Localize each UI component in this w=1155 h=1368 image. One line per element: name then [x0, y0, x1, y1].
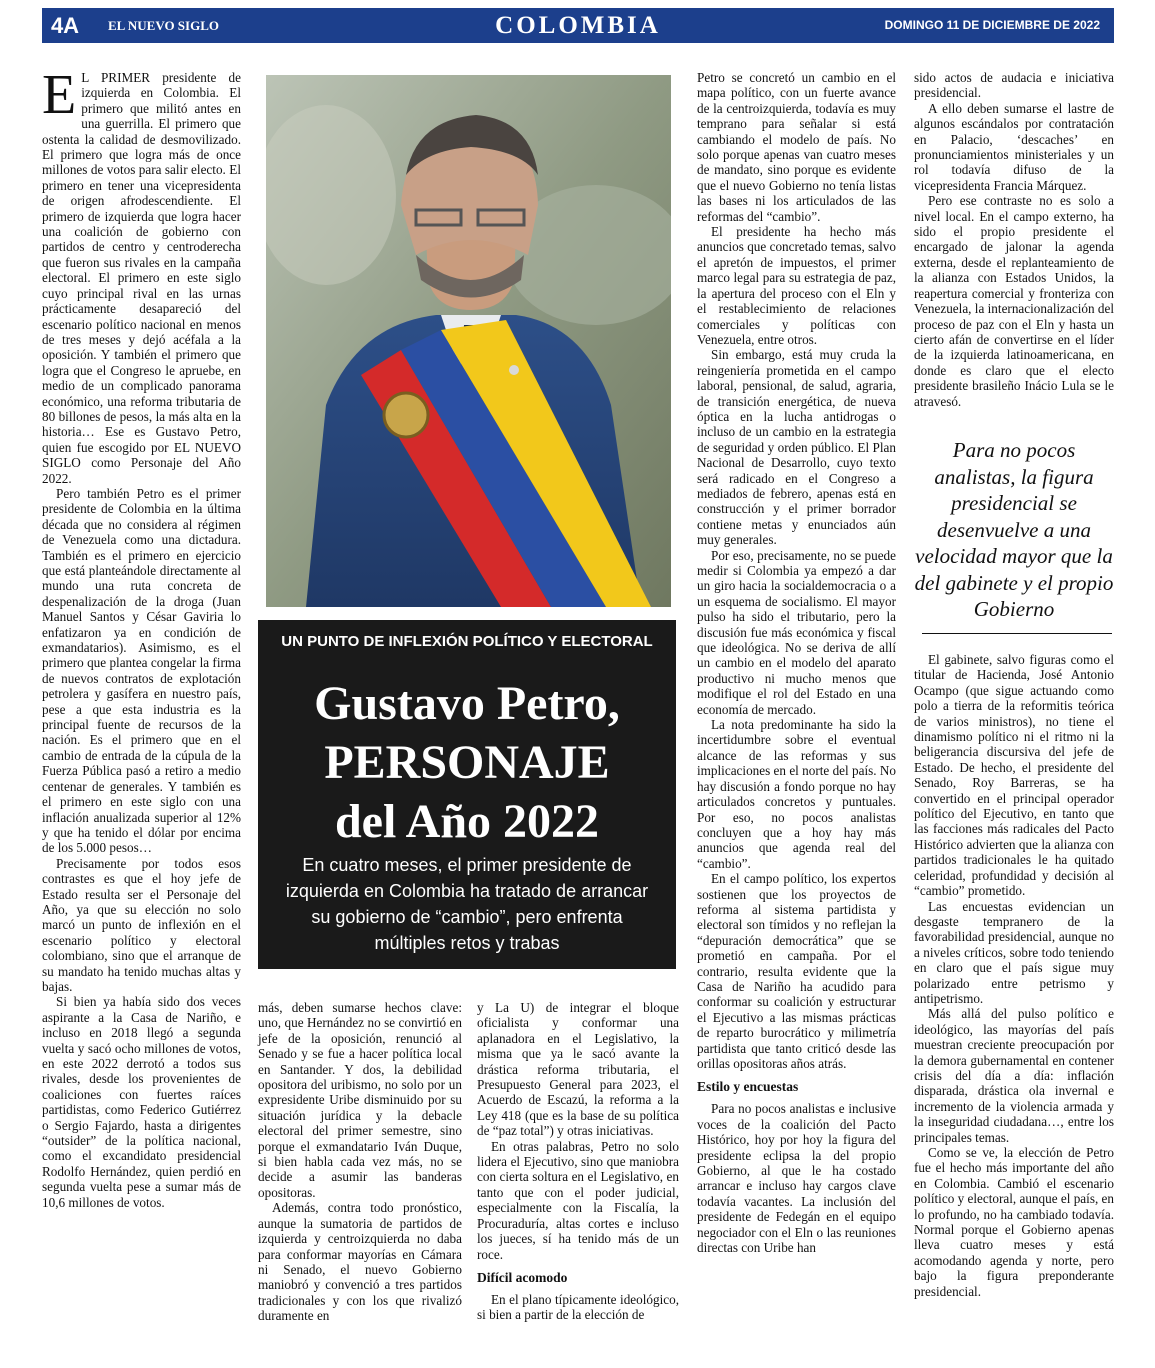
article-paragraph: A ello deben sumarse el lastre de algunos escándalos por contratación en Palacio, ‘descaches’ en pronunciamientos ministeriales y un rol todavía difuso de la vicepresidenta Francia Márquez.	[914, 100, 1114, 193]
article-paragraph: Sin embargo, está muy cruda la reingeniería prometida en el campo laboral, pensional, de salud, agraria, de transición energética, de nueva óptica en la lucha antidrogas o incluso de un cambio en la estrategia de seguridad y orden público. El Plan Nacional de Desarrollo, cuyo texto será radicado en el Congreso a mediados de febrero, apenas está en construcción y el primer borrador contiene metas y enunciados aún muy generales.	[697, 347, 896, 548]
article-column-2	[258, 1000, 462, 1324]
article-paragraph: El presidente ha hecho más anuncios que concretado temas, salvo el apretón de impuestos, el primer marco legal para su estrategia de paz, la apertura del proceso con el Eln y el restablecimiento de relaciones comerciales y políticas con Venezuela, entre otros.	[697, 224, 896, 347]
subheadline: En cuatro meses, el primer presidente de izquierda en Colombia ha tratado de arrancar su gobierno de “cambio”, pero enfrenta múltiples retos y trabas	[285, 855, 649, 953]
pull-quote-rule	[922, 633, 1112, 634]
page-header	[42, 8, 1114, 43]
pull-quote: Para no pocos analistas, la figura presidencial se desenvuelve a una velocidad mayor que la del gabinete y el propio Gobierno	[914, 438, 1114, 621]
subheading: Estilo y encuestas	[697, 1079, 799, 1095]
article-paragraph: Las encuestas evidencian un desgaste tempranero de la favorabilidad presidencial, aunque no a niveles críticos, sobre todo teniendo en claro que el país sigue muy polarizado entre petrismo y antipetrismo.	[914, 898, 1114, 1006]
article-paragraph: En el plano típicamente ideológico, si bien a partir de la elección de	[477, 1291, 679, 1323]
article-paragraph: Pero también Petro es el primer presidente de Colombia en la última década que no considera al régimen de Venezuela como una dictadura. También es el primero en ejercicio que está planteándole directamente al mundo una ruta concreta de despenalización de la droga (Juan Manuel Santos y César Gaviria lo enfatizaron ya en condición de exmandatarios). Asimismo, es el primero que plantea congelar la firma de nuevos contratos de explotación petrolera y gasífera en nuestro país, pese a que esta industria es la principal fuente de recursos de la nación. Es el primero que en el cambio de entrada de la cúpula de la Fuerza Pública pasó a retiro a medio centenar de generales. Y también es el primero en este siglo con una inflación anualizada superior al 12% y que ha tenido el dólar por encima de los 5.000 pesos…	[42, 485, 241, 856]
article-paragraph: más, deben sumarse hechos clave: uno, que Hernández no se convirtió en jefe de la oposición, renunció al Senado y se fue a hacer política local en Santander. Y dos, la debilidad opositora del uribismo, no solo por un expresidente Uribe disminuido por su situación jurídica y la debacle electoral del primer semestre, sino porque el exmandatario Iván Duque, si bien habla cada vez más, no se decide a asumir las banderas opositoras.	[258, 1000, 462, 1200]
article-paragraph: Pero ese contraste no es solo a nivel local. En el campo externo, ha sido el propio presidente el encargado de jalonar la agenda externa, desde el replanteamiento de la alianza con Estados Unidos, la reapertura comercial y fronteriza con Venezuela, la internacionalización del proceso de paz con el Eln y hasta un cierto afán de convertirse en el líder de la izquierda latinoamericana, en donde es claro que el electo presidente brasileño Inácio Lula se le atravesó.	[914, 193, 1114, 409]
article-paragraph: En otras palabras, Petro no solo lidera el Ejecutivo, sino que maniobra con cierta soltura en el Legislativo, en tanto que con el poder judicial, especialmente con la Fiscalía, la Procuraduría, altas cortes e incluso los jueces, sí ha tenido más de un roce.	[477, 1138, 679, 1262]
section-title: COLOMBIA	[495, 12, 661, 39]
newspaper-name: EL NUEVO SIGLO	[108, 18, 219, 33]
article-column-5-bottom	[914, 652, 1114, 1299]
article-paragraph: Si bien ya había sido dos veces aspirante a la Casa de Nariño, e incluso en 2018 llegó a segunda vuelta y sacó ocho millones de votos, en este 2022 derrotó a todos sus rivales, desde los provenientes de coaliciones con fuertes raíces partidistas, como Federico Gutiérrez o Sergio Fajardo, hasta a dirigentes “outsider” de la política nacional, como el excandidato presidencial Rodolfo Hernández, quien perdió en segunda vuelta pese a sumar más de 10,6 millones de votos.	[42, 994, 241, 1210]
headline-line: PERSONAJE	[324, 736, 610, 789]
article-paragraph: Para no pocos analistas e inclusive voces de la coalición del Pacto Histórico, hoy por hoy la figura del presidente eclipsa la del propio Gobierno, al que le ha costado arrancar e incluso hay cargos clave todavía vacantes. La inclusión del presidente de Fedegán en el equipo negociador con el Eln o las reuniones directas con Uribe han	[697, 1101, 896, 1256]
article-paragraph: Por eso, precisamente, no se puede medir si Colombia ya empezó a dar un giro hacia la socialdemocracia o a un esquema de socialismo. El mayor pulso ha sido el tributario, pero la discusión fue más económica y fiscal que ideológica. No se deriva de allí un cambio en el modelo del aparato productivo ni mucho menos que modifique el rol del Estado en una economía de mercado.	[697, 547, 896, 717]
subheading: Difícil acomodo	[477, 1269, 568, 1285]
headline-box	[258, 620, 676, 969]
article-paragraph: Como se ve, la elección de Petro fue el hecho más importante del año en Colombia. Cambió el escenario político y electoral, aunque el país, en lo profundo, no ha cambiado todavía. Normal porque el Gobierno apenas lleva cuatro meses y está acomodando agenda y norte, pero bajo la figura preponderante presidencial.	[914, 1145, 1114, 1299]
page-number: 4A	[50, 13, 80, 38]
headline	[258, 674, 676, 851]
article-paragraph: El gabinete, salvo figuras como el titular de Hacienda, José Antonio Ocampo (que sigue actuando como polo a tierra de la reformitis teórica de varios ministros), no tiene el dinamismo político ni el ritmo ni la beligerancia discursiva del jefe de Estado. De hecho, el presidente del Senado, Roy Barreras, se ha convertido en el principal operador político del Ejecutivo, en tanto que las facciones más radicales del Pacto Histórico advierten que la alianza con partidos tradicionales le ha quitado celeridad, profundidad y decisión al “cambio” prometido.	[914, 652, 1114, 899]
article-paragraph: EL PRIMER presidente de izquierda en Colombia. El primero que militó antes en una guerrilla. El primero que ostenta la calidad de desmovilizado. El primero que logra más de once millones de votos para salir electo. El primero en tener una vicepresidenta de origen afrodescendiente. El primero de izquierda que logra hacer una coalición de gobierno con partidos de centro y centroderecha que fueron sus rivales en la campaña electoral. El primero en este siglo cuyo principal rival en las urnas prácticamente desapareció del escenario político nacional en menos de tres meses y dejó acéfala a la oposición. Y también el primero que logra que el Congreso le apruebe, en medio de un complicado panorama económico, una reforma tributaria de 80 billones de pesos, la más alta en la historia… Ese es Gustavo Petro, quien fue escogido por EL NUEVO SIGLO como Personaje del Año 2022.	[42, 64, 241, 486]
kicker: UN PUNTO DE INFLEXIÓN POLÍTICO Y ELECTORAL	[281, 633, 653, 650]
article-paragraph: La nota predominante ha sido la incertidumbre sobre el eventual alcance de las reformas y sus implicaciones en el norte del país. No hay discusión a fondo porque no hay articulados concretos y puntuales. Por eso, no pocos analistas concluyen que a hoy hay más anuncios que agenda real del “cambio”.	[697, 717, 896, 871]
headline-line: Gustavo Petro,	[314, 677, 620, 730]
headline-line: del Año 2022	[334, 795, 600, 848]
article-column-4	[697, 70, 896, 1255]
article-paragraph: Petro se concretó un cambio en el mapa político, con un fuerte avance de la centroizquierda, todavía es muy temprano para señalar si está cambiando el modelo de país. No solo porque apenas van cuatro meses de mandato, sino porque es evidente que el nuevo Gobierno no tenía listas las bases ni los articulados de las reformas del “cambio”.	[697, 70, 896, 224]
article-paragraph: sido actos de audacia e iniciativa presidencial.	[914, 70, 1114, 101]
president-photo	[266, 75, 671, 607]
article-paragraph: Además, contra todo pronóstico, aunque la sumatoria de partidos de izquierda y centroizquierda no daba para conformar mayorías en Cámara ni Senado, el nuevo Gobierno maniobró y convenció a tres partidos tradicionales y con los que rivalizó duramente en	[258, 1200, 462, 1324]
article-paragraph: y La U) de integrar el bloque oficialista y conformar una aplanadora en el Legislativo, la misma que ya le sacó avante la drástica reforma tributaria, el Presupuesto General para 2023, el Acuerdo de Escazú, la reforma a la Ley 418 (que es la base de su política de “paz total”) y otras iniciativas.	[477, 1000, 679, 1139]
issue-date: DOMINGO 11 DE DICIEMBRE DE 2022	[884, 18, 1100, 32]
article-paragraph: En el campo político, los expertos sostienen que los proyectos de reforma al sistema partidista y electoral son tímidos y no reflejan la “depuración democrática” que se prometió en campaña. Por el contrario, resulta evidente que la Casa de Nariño ha acudido para conformar su coalición y estructurar el Ejecutivo a las mismas prácticas de reparto burocrático y milimetría partidista que tanto criticó desde las orillas opositoras años atrás.	[697, 871, 896, 1071]
article-column-3	[477, 1000, 679, 1323]
article-paragraph: Precisamente por todos esos contrastes es que el hoy jefe de Estado resulta ser el Personaje del Año, ya que su elección no solo marcó un punto de inflexión en el escenario político y electoral colombiano, sino que el arranque de su mandato ha tenido muchas altas y bajas.	[42, 855, 241, 994]
article-paragraph: Más allá del pulso político e ideológico, las mayorías del país muestran creciente preocupación por la demora gubernamental en contener crisis del día a día: inflación disparada, drástica ola invernal e incremento de la violencia armada y la inseguridad ciudadana…, entre los principales temas.	[914, 1006, 1114, 1145]
article-column-5-top	[914, 70, 1114, 409]
article-column-1	[42, 64, 241, 1210]
